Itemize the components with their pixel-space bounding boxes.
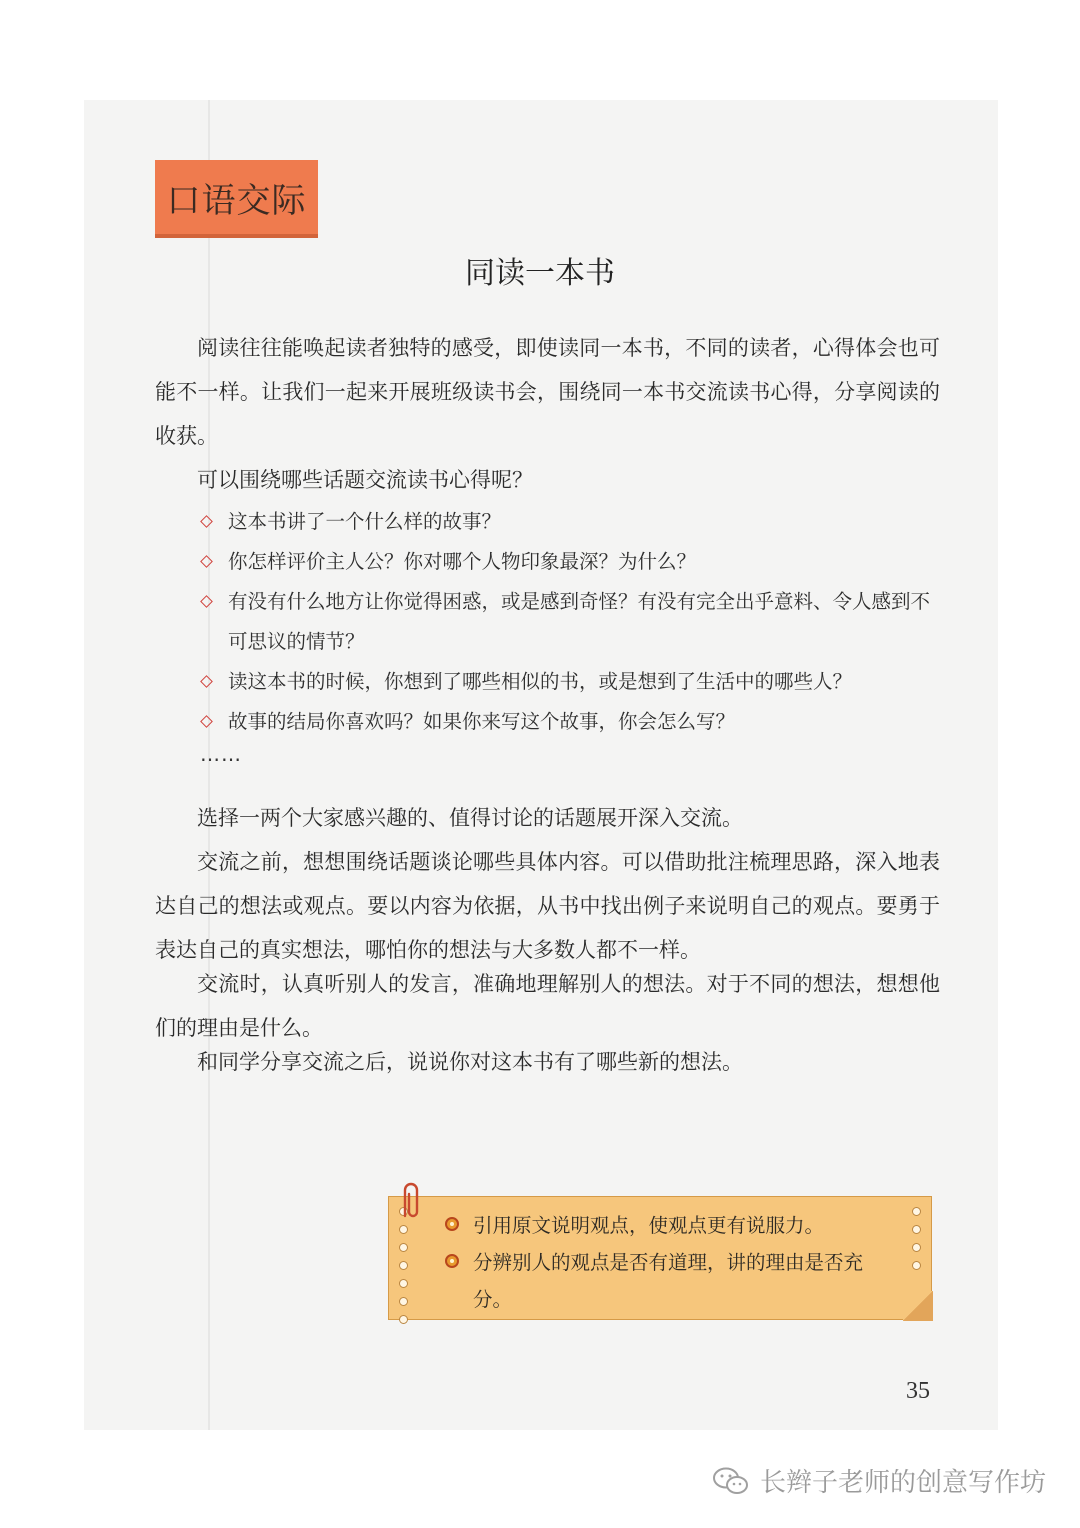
diamond-icon: [200, 675, 213, 688]
circle-bullet-icon: [445, 1254, 459, 1268]
diamond-icon: [200, 715, 213, 728]
topic-item: 故事的结局你喜欢吗？如果你来写这个故事，你会怎么写？: [200, 702, 940, 742]
diamond-icon: [200, 555, 213, 568]
topic-item: 你怎样评价主人公？你对哪个人物印象最深？为什么？: [200, 542, 940, 582]
tip-note: [388, 1196, 932, 1320]
paperclip-icon: [396, 1182, 426, 1222]
watermark: [712, 1462, 1046, 1499]
body-paragraph-3: 交流时，认真听别人的发言，准确地理解别人的想法。对于不同的想法，想想他们的理由是什么。: [155, 972, 940, 1040]
section-tag: 口语交际: [155, 160, 318, 238]
tip-list: [445, 1207, 901, 1318]
page-curl: [903, 1291, 933, 1321]
ellipsis: ……: [200, 742, 242, 766]
note-holes-right: [912, 1207, 921, 1279]
body-paragraph-2: 交流之前，想想围绕话题谈论哪些具体内容。可以借助批注梳理思路，深入地表达自己的想法或观点。要以内容为依据，从书中找出例子来说明自己的观点。要勇于表达自己的真实想法，哪怕你的想法与大多数人都不一样。: [155, 850, 940, 962]
topic-item: 有没有什么地方让你觉得困惑，或是感到奇怪？有没有完全出乎意料、令人感到不可思议的情节？: [200, 582, 940, 662]
wechat-icon: [712, 1466, 750, 1496]
diamond-icon: [200, 515, 213, 528]
page-number: 35: [906, 1378, 930, 1404]
circle-bullet-icon: [445, 1217, 459, 1231]
watermark-text: 长辫子老师的创意写作坊: [759, 1468, 1046, 1498]
diamond-icon: [200, 595, 213, 608]
topic-item: 这本书讲了一个什么样的故事？: [200, 502, 940, 542]
tip-item: 引用原文说明观点，使观点更有说服力。: [445, 1207, 901, 1244]
tip-item: 分辨别人的观点是否有道理，讲的理由是否充分。: [445, 1244, 901, 1318]
topic-list: [200, 502, 940, 742]
topic-item: 读这本书的时候，你想到了哪些相似的书，或是想到了生活中的哪些人？: [200, 662, 940, 702]
note-holes-left: [399, 1207, 408, 1333]
question-paragraph: 可以围绕哪些话题交流读书心得呢？: [197, 468, 533, 492]
body-paragraph-4: 和同学分享交流之后，说说你对这本书有了哪些新的想法。: [197, 1050, 743, 1074]
page-title: 同读一本书: [465, 256, 615, 291]
intro-paragraph: 阅读往往能唤起读者独特的感受，即使读同一本书，不同的读者，心得体会也可能不一样。让我们一起来开展班级读书会，围绕同一本书交流读书心得，分享阅读的收获。: [155, 336, 940, 448]
body-paragraph-1: 选择一两个大家感兴趣的、值得讨论的话题展开深入交流。: [197, 806, 743, 830]
